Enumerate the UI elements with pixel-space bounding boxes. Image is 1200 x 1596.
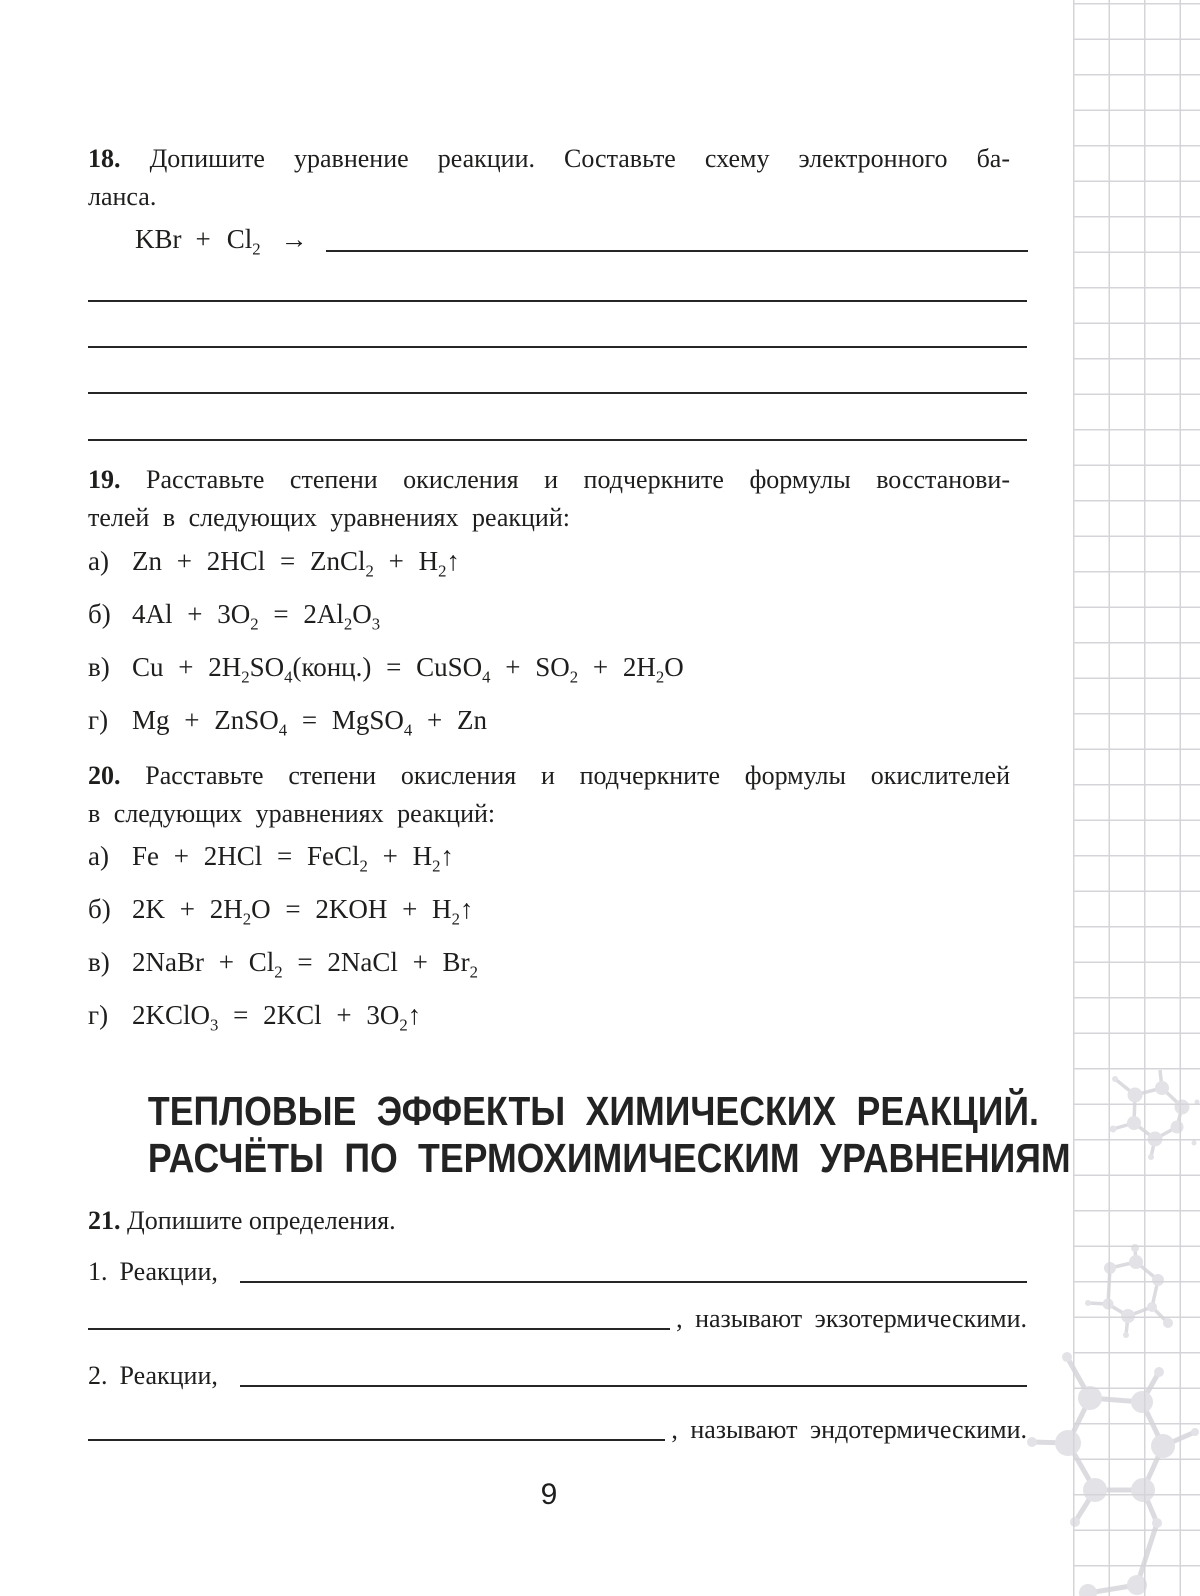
equation-formula: $4Al + 3O_2 = 2Al_2O_3$ [132, 599, 381, 634]
page-number: 9 [540, 1478, 558, 1511]
answer-blank[interactable] [240, 1385, 1027, 1387]
section-heading-line2: РАСЧЁТЫ ПО ТЕРМОХИМИЧЕСКИМ УРАВНЕНИЯМ [147, 1135, 1071, 1181]
section-heading-line1: ТЕПЛОВЫЕ ЭФФЕКТЫ ХИМИЧЕСКИХ РЕАКЦИЙ. [147, 1088, 1039, 1134]
equation-20b [88, 891, 1010, 927]
reaction-arrow: → [280, 224, 308, 254]
definition-2-lead-row [88, 1358, 1027, 1392]
definition-number: 2. [88, 1361, 108, 1390]
section-heading [88, 1088, 1071, 1182]
equation-label: б) [88, 599, 111, 629]
task-18-line1: Допишите уравнение реакции. Составьте схему электронного ба- [149, 144, 1011, 173]
molecule-ring-bottom [1027, 1352, 1199, 1596]
answer-blank-line[interactable] [88, 439, 1027, 441]
definition-lead: Реакции, [119, 1257, 218, 1286]
equation-plus-sign: + [195, 224, 211, 254]
equation-label: в) [88, 947, 110, 977]
equation-label: а) [88, 546, 109, 576]
equation-20g [88, 997, 1010, 1033]
task-19-number: 19. [88, 465, 121, 494]
answer-blank-line[interactable] [88, 346, 1027, 348]
answer-blank-line[interactable] [88, 300, 1027, 302]
definition-lead: Реакции, [119, 1361, 218, 1390]
equation-formula: 2KClO$_3$ = $2KCl + 3O_2↑$ [132, 1000, 422, 1035]
answer-blank[interactable] [326, 250, 1028, 252]
equation-formula: $2K + 2H_2O = 2KOH$ + $H_2↑$ [132, 894, 474, 929]
molecule-ring-top [1110, 1070, 1200, 1160]
answer-blank[interactable] [240, 1281, 1027, 1283]
definition-tail: , называют эндотермическими. [671, 1415, 1027, 1444]
molecule-cluster-middle [1085, 1244, 1173, 1338]
task-19-text [88, 461, 1010, 537]
task-21-text [88, 1202, 1010, 1240]
task-18-text [88, 140, 1010, 216]
equation-label: а) [88, 841, 109, 871]
equation-formula: Fe + 2HCl = FeCl$_2$ + $H_2↑$ [132, 841, 454, 876]
equation-formula: Zn + 2HCl = ZnCl$_2$ + $H_2↑$ [132, 546, 460, 581]
answer-blank-line[interactable] [88, 392, 1027, 394]
task-20-text [88, 757, 1010, 833]
task-18-number: 18. [88, 144, 121, 173]
equation-formula: $Cu + 2H_2SO_4(конц.)$ = CuSO$_4$ + $SO_2 + 2H_2O$ [132, 652, 684, 687]
definition-2-tail-row [88, 1412, 1027, 1446]
task-20-line2: в следующих уравнениях реакций: [88, 799, 496, 828]
equation-label: в) [88, 652, 110, 682]
task-18-line2: ланса. [88, 182, 157, 211]
answer-blank[interactable] [88, 1328, 670, 1330]
task-20-number: 20. [88, 761, 121, 790]
task-19-line1: Расставьте степени окисления и подчеркните формулы восстанови- [146, 465, 1011, 494]
definition-1-lead-row [88, 1254, 1027, 1288]
equation-label: г) [88, 1000, 109, 1030]
equation-label: б) [88, 894, 111, 924]
task-21-line1: Допишите определения. [127, 1206, 396, 1235]
task-19-line2: телей в следующих уравнениях реакций: [88, 503, 570, 532]
answer-blank[interactable] [88, 1439, 665, 1441]
equation-19v [88, 649, 1010, 685]
task-21-number: 21. [88, 1206, 121, 1235]
equation-term-kbr: KBr [135, 224, 182, 254]
equation-formula: 2NaBr + $Cl_2$ = 2NaCl + $Br_2$ [132, 947, 478, 982]
equation-20v [88, 944, 1010, 980]
definition-1-tail-row [88, 1301, 1027, 1335]
equation-formula: Mg + ZnSO$_4$ = MgSO$_4$ + Zn [132, 705, 487, 740]
equation-19g [88, 702, 1010, 738]
task-18-equation-row [135, 222, 1028, 259]
equation-term-cl2: $Cl_2$ [226, 224, 261, 259]
definition-tail: , называют экзотермическими. [676, 1304, 1027, 1333]
equation-19a [88, 543, 1010, 579]
equation-20a [88, 838, 1010, 874]
equation-label: г) [88, 705, 109, 735]
task-20-line1: Расставьте степени окисления и подчеркните формулы окислителей [145, 761, 1010, 790]
definition-number: 1. [88, 1257, 108, 1286]
equation-19b [88, 596, 1010, 632]
